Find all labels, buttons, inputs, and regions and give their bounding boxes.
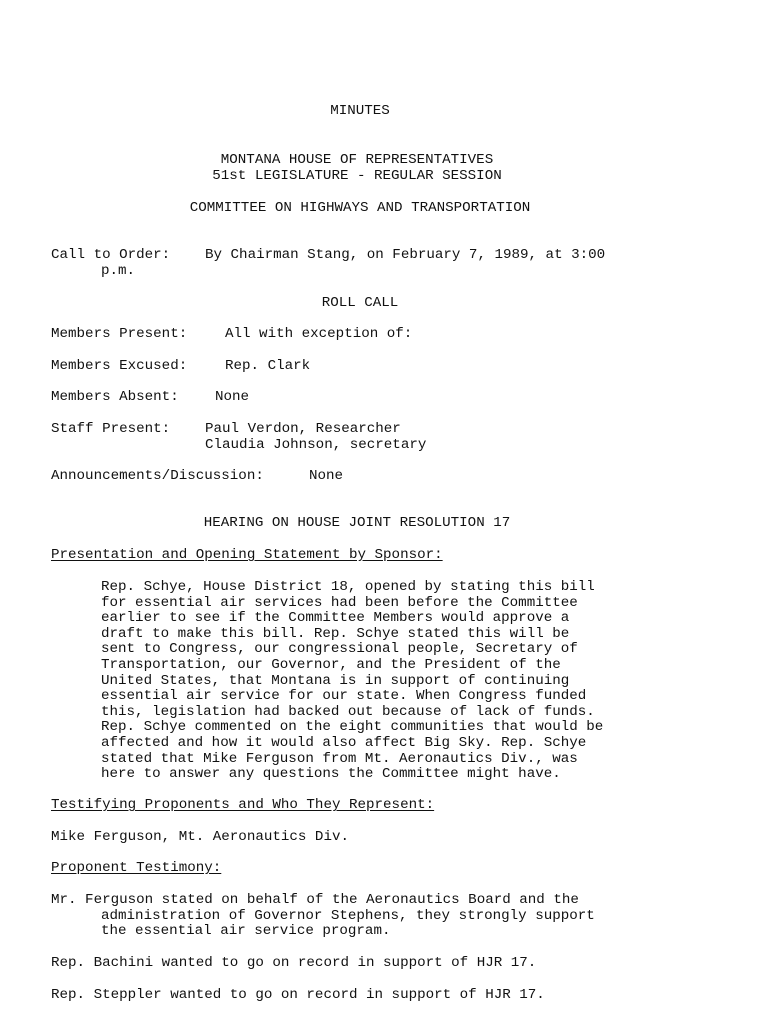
staff-member-2: Claudia Johnson, secretary [205,437,427,453]
testimony-heading: Proponent Testimony: [51,860,222,876]
members-excused-label: Members Excused: [51,358,188,374]
steppler-statement: Rep. Steppler wanted to go on record in support of HJR 17. [51,987,545,1003]
testimony-line-2: administration of Governor Stephens, they strongly support [101,908,595,924]
staff-member-1: Paul Verdon, Researcher [205,421,401,437]
testimony-line-1: Mr. Ferguson stated on behalf of the Aeronautics Board and the [51,892,579,908]
call-to-order-text-cont: p.m. [101,263,136,279]
minutes-title: MINUTES [330,103,390,119]
call-to-order-label: Call to Order: [51,247,171,263]
presentation-paragraph: Rep. Schye, House District 18, opened by stating this bill for essential air services had been before the Committee earlier to see if the Committee Members would approve a draft to make this bill. Rep. Schye stated this will be sent to Congress, our congressional people, Secretary of Transportation, our Governor, and the President of the United States, that Montana is in support of continuing essential air service for our state. When Congress funded this, legislation had backed out because of lack of funds. Rep. Schye commented on the eight communities that would be affected and how it would also affect Big Sky. Rep. Schye stated that Mike Ferguson from Mt. Aeronautics Div., was here to answer any questions the Committee might have. [101,579,604,783]
staff-present-label: Staff Present: [51,421,171,437]
session-title: 51st LEGISLATURE - REGULAR SESSION [212,168,502,184]
members-present-value: All with exception of: [225,326,413,342]
announcements-label: Announcements/Discussion: [51,468,264,484]
presentation-heading: Presentation and Opening Statement by Sponsor: [51,547,443,563]
members-absent-value: None [215,389,250,405]
proponent-entry: Mike Ferguson, Mt. Aeronautics Div. [51,829,349,845]
testimony-line-3: the essential air service program. [101,923,391,939]
members-absent-label: Members Absent: [51,389,179,405]
roll-call-title: ROLL CALL [321,295,399,311]
members-excused-value: Rep. Clark [225,358,311,374]
announcements-value: None [309,468,344,484]
committee-title: COMMITTEE ON HIGHWAYS AND TRANSPORTATION [189,200,531,216]
call-to-order-text: By Chairman Stang, on February 7, 1989, at 3:00 [205,247,606,263]
members-present-label: Members Present: [51,326,188,342]
hearing-title: HEARING ON HOUSE JOINT RESOLUTION 17 [203,515,511,531]
house-title: MONTANA HOUSE OF REPRESENTATIVES [220,152,494,168]
proponents-heading: Testifying Proponents and Who They Represent: [51,797,435,813]
bachini-statement: Rep. Bachini wanted to go on record in support of HJR 17. [51,955,537,971]
